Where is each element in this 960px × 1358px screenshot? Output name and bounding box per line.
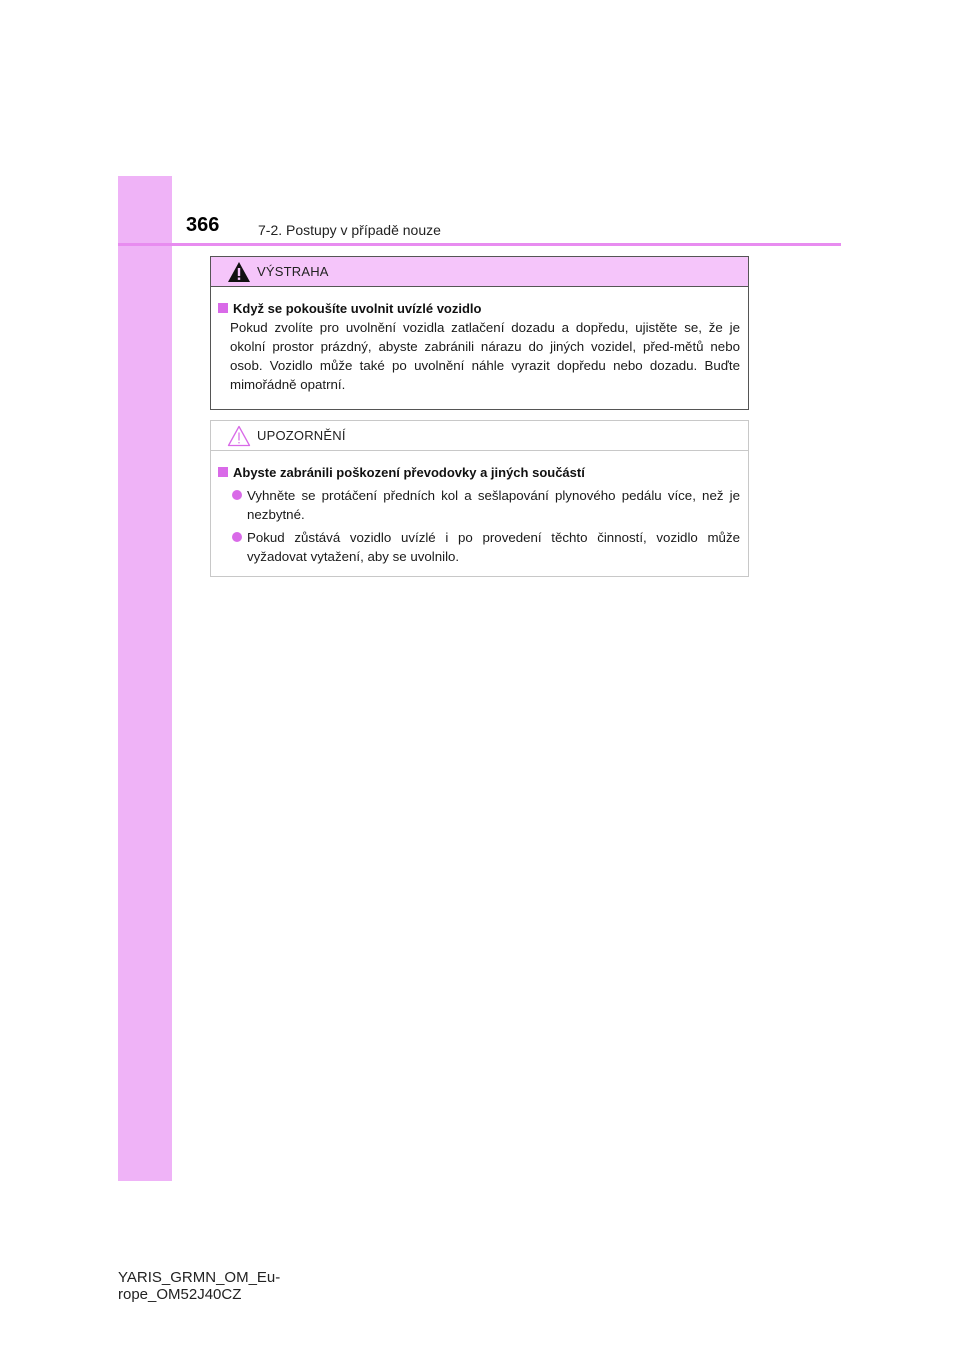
caution-bullet: [232, 528, 740, 566]
footer-line-1: YARIS_GRMN_OM_Eu-: [118, 1269, 281, 1286]
header-rule: [118, 243, 841, 246]
caution-triangle-outline-icon: [227, 425, 251, 447]
footer-document-id: [118, 1269, 280, 1303]
side-color-band: [118, 176, 172, 1181]
round-bullet-icon: [232, 490, 242, 500]
square-bullet-icon: [218, 467, 228, 477]
caution-heading-text: Abyste zabránili poškození převodovky a jiných součástí: [233, 465, 585, 480]
caution-header: [211, 421, 748, 451]
section-title: 7-2. Postupy v případě nouze: [258, 222, 441, 238]
footer-line-2: rope_OM52J40CZ: [118, 1286, 242, 1303]
warning-box: [210, 256, 749, 410]
caution-item-heading: [218, 463, 740, 482]
warning-item-heading: [218, 299, 740, 318]
warning-header: [211, 257, 748, 287]
round-bullet-icon: [232, 532, 242, 542]
caution-box: [210, 420, 749, 577]
square-bullet-icon: [218, 303, 228, 313]
warning-body: [211, 287, 748, 394]
caution-bullet: [232, 486, 740, 524]
warning-heading-text: Když se pokoušíte uvolnit uvízlé vozidlo: [233, 301, 482, 316]
caution-label: UPOZORNĚNÍ: [257, 428, 346, 443]
caution-bullet-text: Pokud zůstává vozidlo uvízlé i po provedení těchto činností, vozidlo může vyžadovat vytažení, aby se uvolnilo.: [247, 530, 740, 564]
warning-label: VÝSTRAHA: [257, 264, 329, 279]
page-number: 366: [186, 214, 220, 236]
warning-triangle-icon: [227, 261, 251, 283]
warning-paragraph: Pokud zvolíte pro uvolnění vozidla zatlačení dozadu a dopředu, ujistěte se, že je okolní prostor prázdný, abyste zabránili nárazu do jiných vozidel, před-mětů nebo osob. Vozidlo může také po uvolnění náhle vyrazit dopředu nebo dozadu. Buďte mimořádně opatrní.: [230, 320, 740, 392]
caution-body: [211, 451, 748, 566]
caution-bullet-text: Vyhněte se protáčení předních kol a sešlapování plynového pedálu více, než je nezbytné.: [247, 488, 740, 522]
